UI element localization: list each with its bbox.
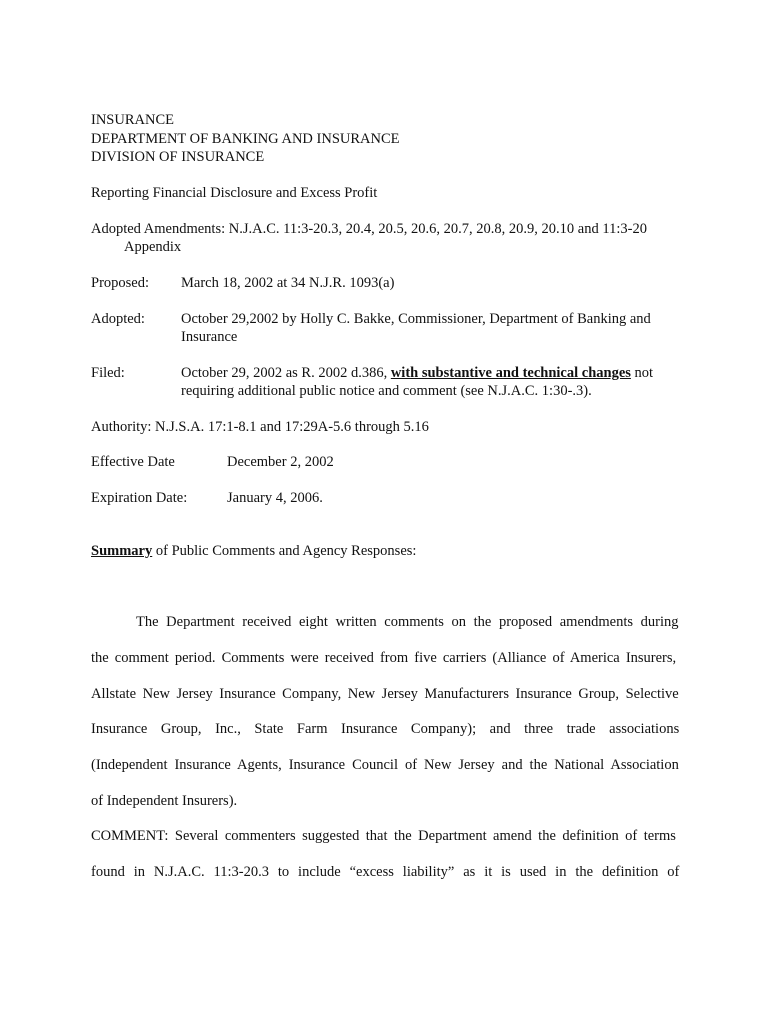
header-line-division: DIVISION OF INSURANCE [91, 149, 265, 165]
body-paragraph-line: of Independent Insurers). [91, 793, 238, 809]
comment-line: COMMENT: Several commenters suggested that the Department amend the definition of terms [91, 828, 676, 844]
body-paragraph-line: The Department received eight written comments on the proposed amendments during [136, 614, 679, 630]
summary-heading [91, 542, 416, 560]
summary-heading-bold: Summary [91, 543, 153, 559]
filed-label: Filed: [91, 365, 125, 381]
expiration-date-label: Expiration Date: [91, 490, 188, 506]
authority-line: Authority: N.J.S.A. 17:1-8.1 and 17:29A-5.6 through 5.16 [91, 419, 429, 435]
header-line-insurance: INSURANCE [91, 112, 174, 128]
body-paragraph-line: Insurance Group, Inc., State Farm Insurance Company); and three trade associations [91, 721, 680, 737]
adopted-label: Adopted: [91, 311, 145, 327]
expiration-date-value: January 4, 2006. [227, 490, 323, 506]
summary-heading-rest: of Public Comments and Agency Responses: [152, 543, 417, 559]
filed-value-post: not [630, 365, 654, 381]
adopted-value-line2: Insurance [181, 329, 238, 345]
adopted-value-line1: October 29,2002 by Holly C. Bakke, Commissioner, Department of Banking and [181, 311, 651, 327]
filed-value-line2: requiring additional public notice and comment (see N.J.A.C. 1:30-.3). [181, 383, 592, 399]
effective-date-label: Effective Date [91, 454, 175, 470]
amendments-line: Adopted Amendments: N.J.A.C. 11:3-20.3, 20.4, 20.5, 20.6, 20.7, 20.8, 20.9, 20.10 and 11:3-20 [91, 221, 647, 237]
body-paragraph-line: the comment period. Comments were received from five carriers (Alliance of America Insurers, [91, 650, 677, 666]
body-paragraph-line: (Independent Insurance Agents, Insurance Council of New Jersey and the National Association [91, 757, 679, 773]
proposed-label: Proposed: [91, 275, 149, 291]
filed-value-line1 [181, 364, 653, 382]
body-paragraph-line: Allstate New Jersey Insurance Company, New Jersey Manufacturers Insurance Group, Selective [91, 686, 679, 702]
header-line-department: DEPARTMENT OF BANKING AND INSURANCE [91, 131, 400, 147]
effective-date-value: December 2, 2002 [227, 454, 334, 470]
comment-line: found in N.J.A.C. 11:3-20.3 to include “excess liability” as it is used in the definition of [91, 864, 680, 880]
filed-value-pre: October 29, 2002 as R. 2002 d.386, [181, 365, 391, 381]
proposed-value: March 18, 2002 at 34 N.J.R. 1093(a) [181, 275, 395, 291]
amendments-appendix: Appendix [124, 239, 182, 255]
filed-value-emphasis: with substantive and technical changes [390, 365, 631, 381]
document-title: Reporting Financial Disclosure and Excess Profit [91, 185, 378, 201]
